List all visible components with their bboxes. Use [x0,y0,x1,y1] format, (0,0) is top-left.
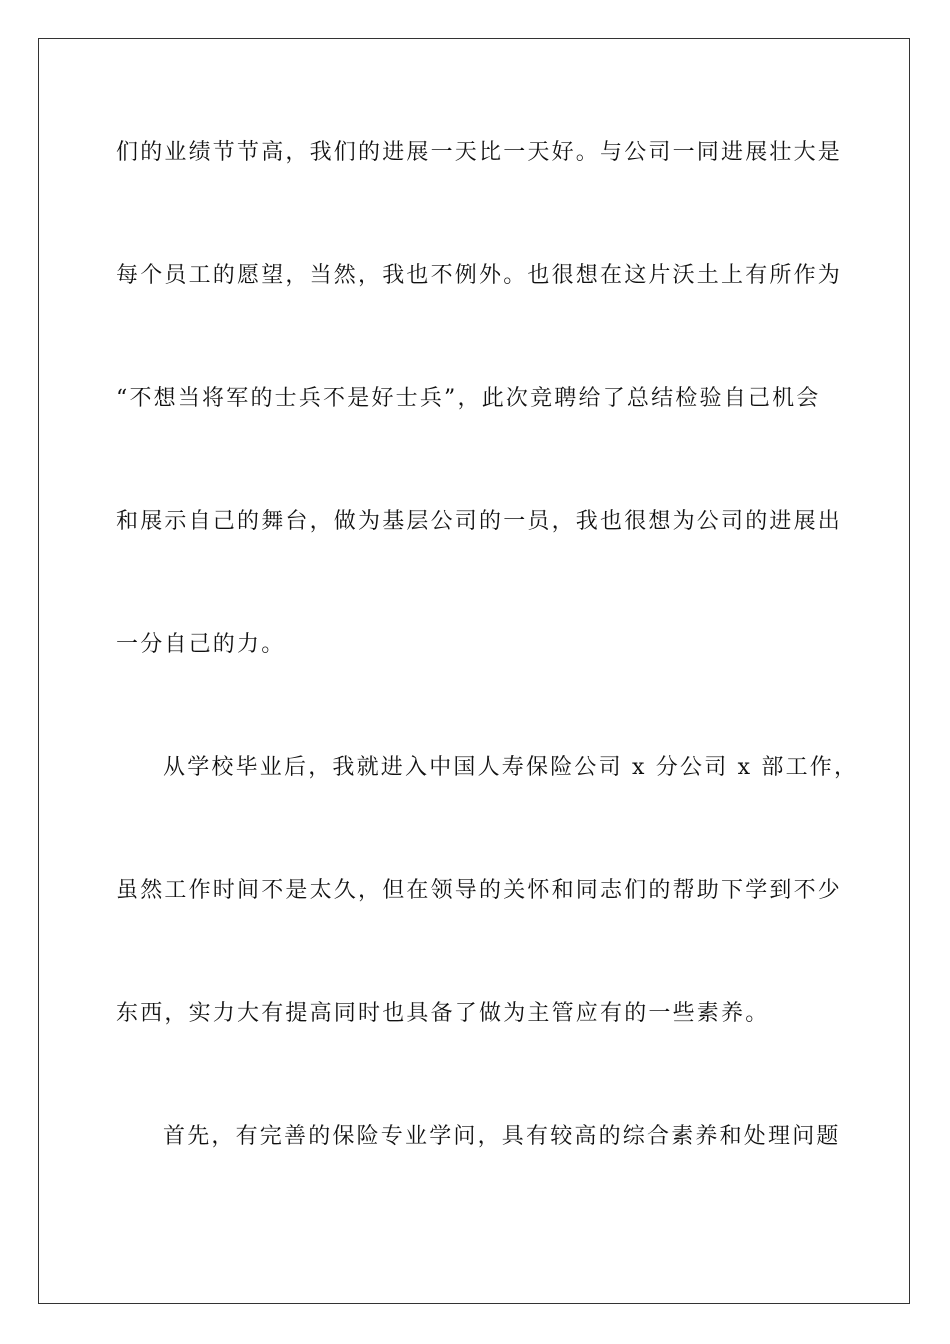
text-line: 和展示自己的舞台，做为基层公司的一员，我也很想为公司的进展出 [116,509,843,534]
page-border [38,38,910,1304]
text-line: 一分自己的力。 [116,632,286,657]
text-line: 虽然工作时间不是太久，但在领导的关怀和同志们的帮助下学到不少 [116,878,843,903]
text-line: 们的业绩节节高，我们的进展一天比一天好。与公司一同进展壮大是 [116,140,843,165]
text-line: 从学校毕业后，我就进入中国人寿保险公司 x 分公司 x 部工作， [163,755,859,780]
text-line: “不想当将军的士兵不是好士兵”，此次竞聘给了总结检验自己机会 [116,386,821,411]
text-line: 每个员工的愿望，当然，我也不例外。也很想在这片沃土上有所作为 [116,263,843,288]
text-line: 东西，实力大有提高同时也具备了做为主管应有的一些素养。 [116,1001,770,1026]
text-line: 首先，有完善的保险专业学问，具有较高的综合素养和处理问题 [163,1124,841,1149]
